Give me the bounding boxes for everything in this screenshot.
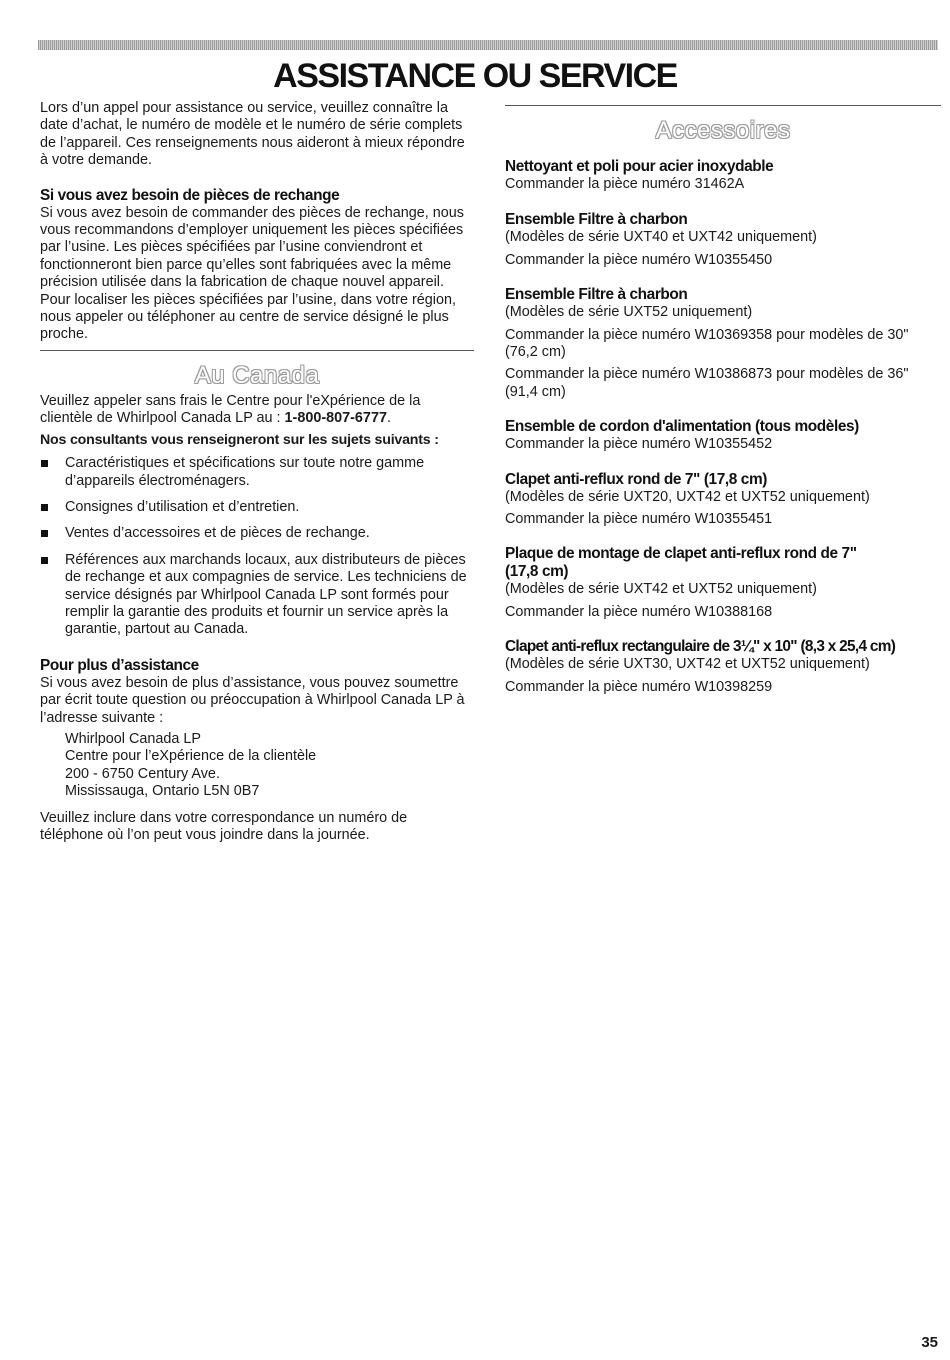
address-line: 200 - 6750 Century Ave. (65, 765, 220, 782)
list-item-text: Ventes d’accessoires et de pièces de rechange. (65, 525, 370, 542)
canada-text-body: Veuillez appeler sans frais le Centre pour l'eXpérience de la clientèle de Whirlpool Canada LP au : (40, 392, 421, 427)
canada-text-end: . (386, 410, 391, 427)
accessory-item (505, 286, 941, 401)
accessory-line: Commander la pièce numéro 31462A (505, 176, 745, 192)
accessory-heading: Nettoyant et poli pour acier inoxydable (505, 158, 774, 175)
more-assistance-heading: Pour plus d’assistance (40, 656, 199, 674)
more-assistance-text: Si vous avez besoin de plus d’assistance, vous pouvez soumettre par écrit toute question ou préoccupation à Whirlpool Canada LP à l’adresse suivante : (40, 674, 465, 726)
bullet-square-icon (41, 530, 48, 537)
header-bar (38, 40, 938, 50)
list-item (40, 552, 474, 639)
canada-phone: 1-800-807-6777 (284, 410, 387, 427)
address-line: Whirlpool Canada LP (65, 730, 201, 747)
accessory-item (505, 471, 941, 529)
accessory-heading: Ensemble Filtre à charbon (505, 286, 688, 304)
consultants-heading: Nos consultants vous renseigneront sur les sujets suivants : (40, 431, 439, 448)
accessory-heading: Clapet anti-reflux rectangulaire de 3¼" x 10" (8,3 x 25,4 cm) (505, 638, 896, 656)
intro-text: Lors d’un appel pour assistance ou service, veuillez connaître la date d’achat, le numéro de modèle et le numéro de série complets de l’appareil. Ces renseignements nous aideront à mieux répondre à votre demande. (40, 100, 465, 169)
accessory-heading: Ensemble Filtre à charbon (505, 211, 688, 229)
accessory-line: Commander la pièce numéro W10386873 pour modèles de 36" (91,4 cm) (505, 366, 909, 400)
section-divider (505, 105, 941, 106)
address-line: Centre pour l’eXpérience de la clientèle (65, 748, 317, 765)
parts-text: Si vous avez besoin de commander des pièces de rechange, nous vous recommandons d’employer uniquement les pièces spécifiées par l’usine. Les pièces spécifiées par l’usine conviendront et fonctionneront bien parce qu’elles sont fabriquées avec la même précision utilisée dans la fabrication de chaque nouvel appareil. Pour localiser les pièces spécifiées par l’usine, dans votre région, nous appeler ou téléphoner au centre de service désigné le plus proche. (40, 204, 464, 343)
accessory-line: (Modèles de série UXT40 et UXT42 uniquement) (505, 229, 817, 246)
accessory-item (505, 638, 941, 696)
accessory-item (505, 211, 941, 269)
list-item (40, 499, 474, 516)
accessory-heading: Plaque de montage de clapet anti-reflux rond de 7" (17,8 cm) (505, 545, 857, 581)
closing-text: Veuillez inclure dans votre correspondance un numéro de téléphone où l’on peut vous joindre dans la journée. (40, 809, 408, 843)
list-item-text: Consignes d’utilisation et d’entretien. (65, 498, 300, 515)
mailing-address (40, 731, 474, 801)
address-line: Mississauga, Ontario L5N 0B7 (65, 783, 260, 800)
bullet-square-icon (41, 557, 48, 564)
list-item (40, 525, 474, 542)
accessory-line: Commander la pièce numéro W10355450 (505, 251, 773, 268)
list-item (40, 455, 474, 490)
page-number: 35 (921, 1334, 938, 1351)
accessory-line: (Modèles de série UXT20, UXT42 et UXT52 uniquement) (505, 488, 870, 505)
bullet-square-icon (41, 460, 48, 467)
accessory-item (505, 418, 941, 453)
accessory-line: Commander la pièce numéro W10398259 (505, 678, 773, 695)
accessory-line: Commander la pièce numéro W10369358 pour modèles de 30" (76,2 cm) (505, 326, 909, 361)
accessory-line: (Modèles de série UXT42 et UXT52 uniquement) (505, 581, 817, 598)
list-item-text: Références aux marchands locaux, aux distributeurs de pièces de rechange et aux compagnies de service. Les techniciens de service désignés par Whirlpool Canada LP sont formés pour remplir la garantie des produits et fournir un service après la garantie, partout au Canada. (65, 551, 467, 638)
accessory-item (505, 545, 941, 621)
page-title: ASSISTANCE OU SERVICE (273, 57, 677, 95)
bullet-square-icon (41, 504, 48, 511)
topics-list (40, 455, 474, 639)
list-item-text: Caractéristiques et spécifications sur toute notre gamme d’appareils électroménagers. (65, 455, 425, 489)
parts-heading: Si vous avez besoin de pièces de rechange (40, 186, 340, 204)
accessory-heading: Ensemble de cordon d'alimentation (tous modèles) (505, 418, 859, 436)
canada-title: Au Canada (194, 361, 320, 389)
accessory-line: (Modèles de série UXT30, UXT42 et UXT52 uniquement) (505, 656, 870, 673)
section-divider (40, 350, 474, 351)
accessory-line: Commander la pièce numéro W10355452 (505, 436, 773, 453)
accessory-line: (Modèles de série UXT52 uniquement) (505, 304, 753, 321)
canada-text (40, 393, 474, 428)
accessories-title: Accessoires (655, 117, 791, 144)
accessory-line: Commander la pièce numéro W10388168 (505, 603, 773, 620)
accessory-heading: Clapet anti-reflux rond de 7" (17,8 cm) (505, 470, 767, 488)
accessory-item (505, 158, 941, 193)
left-column (40, 100, 474, 844)
accessory-line: Commander la pièce numéro W10355451 (505, 511, 773, 528)
right-column (505, 100, 941, 696)
